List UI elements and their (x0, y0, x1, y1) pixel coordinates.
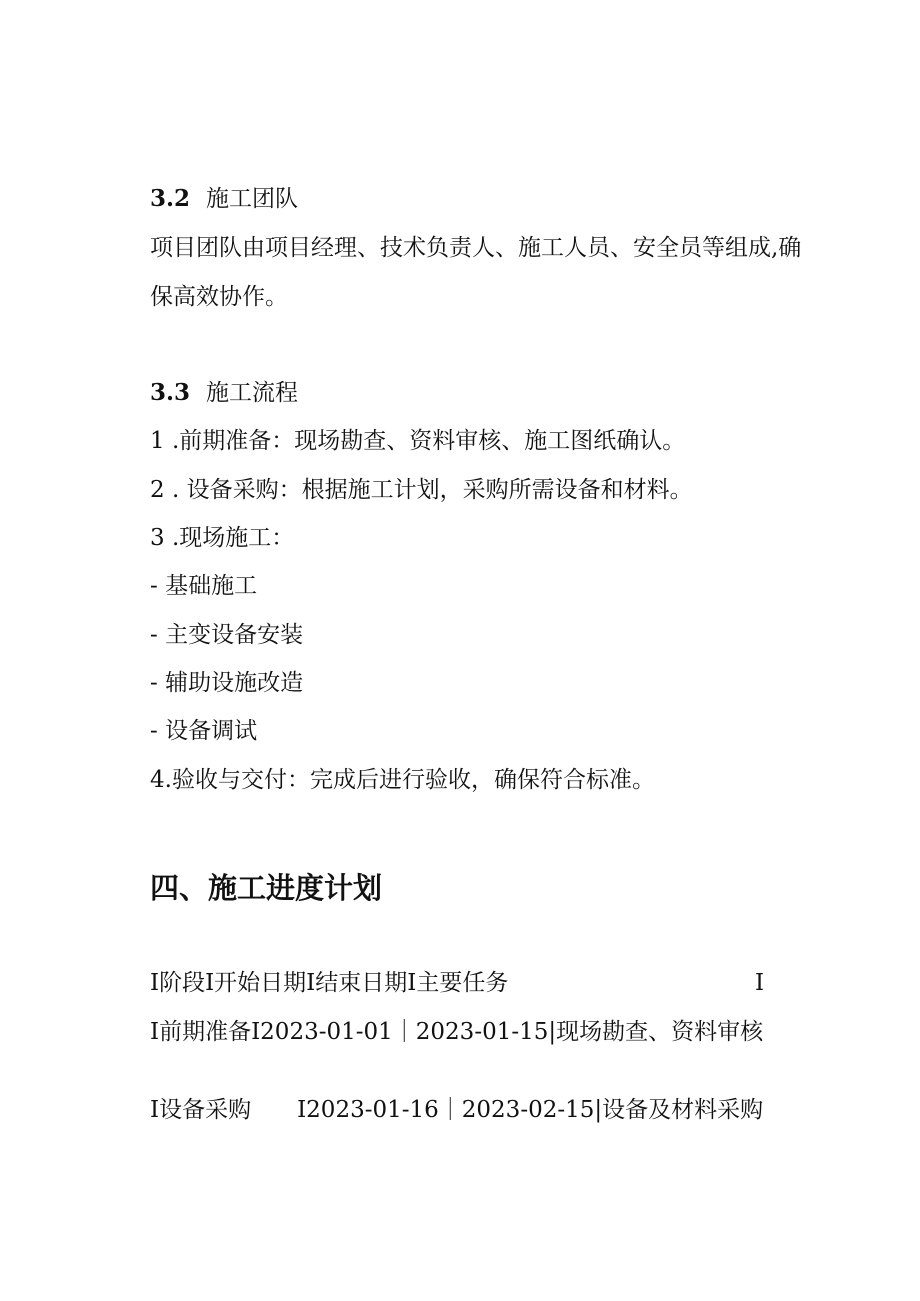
section-3-3-heading (150, 378, 298, 408)
process-subitem: - 主变设备安装 (150, 622, 304, 648)
table-header-end: I (755, 970, 765, 996)
process-item: 1 .前期准备：现场勘查、资料审核、施工图纸确认。 (150, 428, 686, 454)
section-title: 施工流程 (206, 380, 299, 406)
section-3-2-heading (150, 184, 298, 214)
process-item: 3 .现场施工： (150, 525, 295, 551)
table-header-row: I阶段I开始日期I结束日期I主要任务 (150, 970, 509, 996)
team-paragraph-line-2: 保高效协作。 (150, 284, 288, 310)
team-paragraph-line-1: 项目团队由项目经理、技术负责人、施工人员、安全员等组成,确 (150, 235, 802, 261)
table-row: I设备采购 I2023-01-16｜2023-02-15|设备及材料采购 (150, 1097, 764, 1123)
process-item: 4.验收与交付：完成后进行验收，确保符合标准。 (150, 767, 655, 793)
process-subitem: - 基础施工 (150, 573, 258, 599)
process-subitem: - 设备调试 (150, 718, 258, 744)
chapter-heading: 四、施工进度计划 (150, 871, 383, 905)
section-number: 3.3 (150, 379, 191, 406)
section-title: 施工团队 (206, 186, 299, 212)
table-row: I前期准备I2023-01-01｜2023-01-15|现场勘查、资料审核 (150, 1019, 764, 1045)
process-subitem: - 辅助设施改造 (150, 670, 304, 696)
section-number: 3.2 (150, 185, 191, 212)
process-item: 2 . 设备采购：根据施工计划，采购所需设备和材料。 (150, 477, 693, 503)
